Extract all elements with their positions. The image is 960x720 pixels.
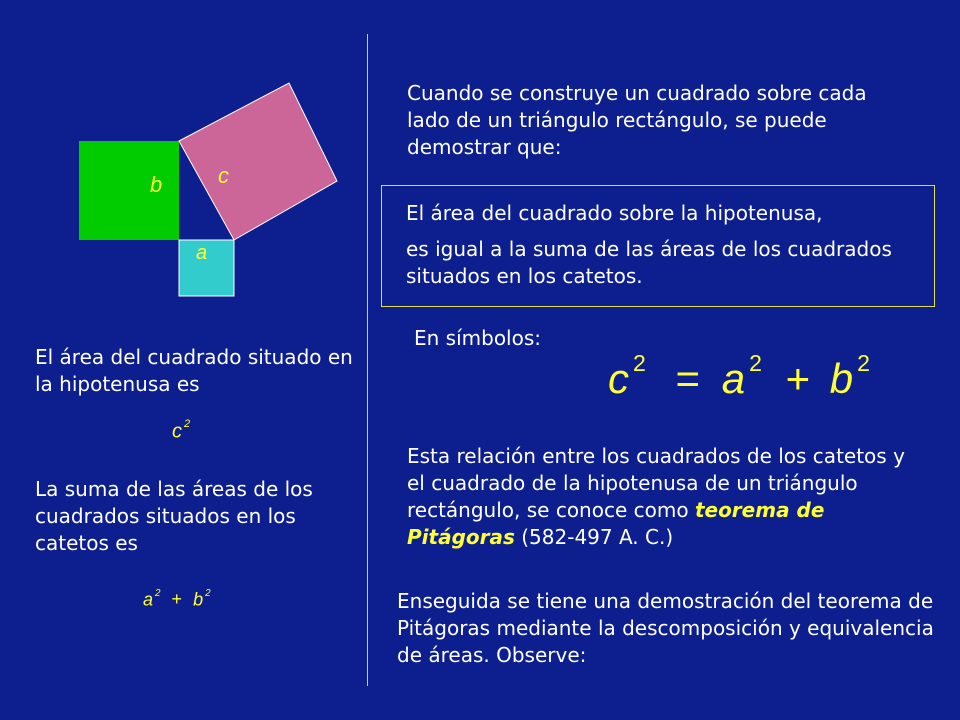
closing-text: Enseguida se tiene una demostración del teorema de Pitágoras mediante la descomposición y equivalencia de áreas. Observe: [397,589,934,667]
sum-text: La suma de las áreas de los cuadrados situados en los catetos es [35,477,313,555]
square-c [179,83,337,240]
symbols-label: En símbolos: [414,326,542,350]
vertical-divider [367,34,368,686]
hyp-formula: c $^2$ [172,418,191,443]
box-line-1: El área del cuadrado sobre la hipotenusa, [406,201,823,225]
intro-text: Cuando se construye un cuadrado sobre cada lado de un triángulo rectángulo, se puede demostrar que: [407,81,867,159]
box-line-2: es igual a la suma de las áreas de los cuadrados situados en los catetos. [406,237,892,288]
theorem-name: teorema de Pitágoras [407,498,825,549]
theorem-dates: (582-497 A. C.) [521,525,674,549]
label-b: b [150,172,163,197]
main-formula: c $^2$ = a $^2$ + b $^2$ [608,350,870,402]
relation-text: Esta relación entre los cuadrados de los catetos y el cuadrado de la hipotenusa de un triángulo rectángulo, se conoce como teorema de Pitágoras (582-497 A. C.) [407,444,905,549]
label-a: a [196,242,208,264]
label-c: c [218,163,229,188]
sum-formula: a $^2$ + b $^2$ [143,588,211,610]
hyp-area-text: El área del cuadrado situado en la hipotenusa es [35,345,353,396]
pythagoras-diagram [0,0,370,310]
square-b [79,141,179,240]
